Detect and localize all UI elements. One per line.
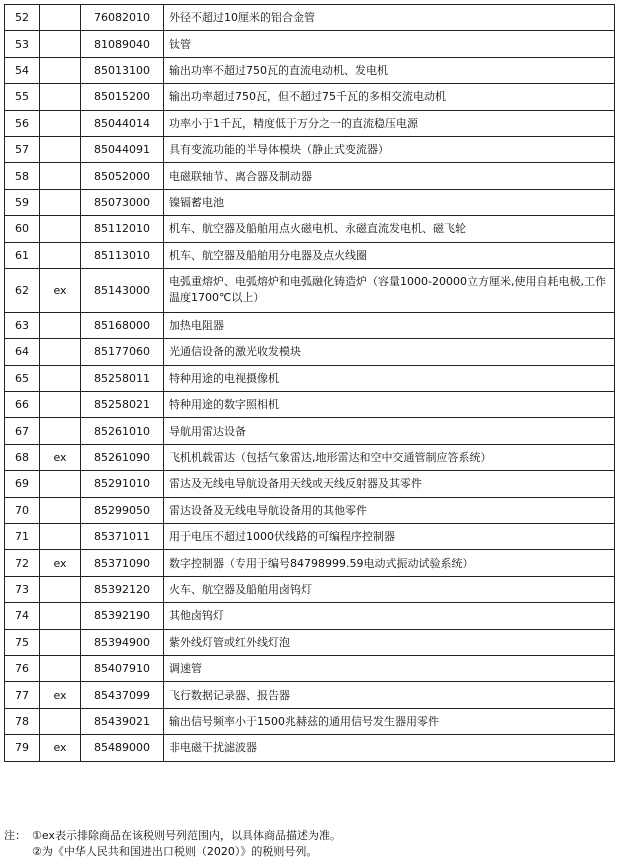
goods-description: 机车、航空器及船舶用分电器及点火线圈 <box>164 242 615 268</box>
tariff-table <box>4 4 615 762</box>
row-number: 68 <box>5 444 40 470</box>
ex-flag: ex <box>40 550 81 576</box>
ex-flag <box>40 365 81 391</box>
tariff-code: 81089040 <box>81 31 164 57</box>
row-number: 56 <box>5 110 40 136</box>
ex-flag: ex <box>40 735 81 761</box>
table-row <box>5 216 615 242</box>
table-row <box>5 57 615 83</box>
table-row <box>5 576 615 602</box>
tariff-code: 85168000 <box>81 312 164 338</box>
row-number: 77 <box>5 682 40 708</box>
ex-flag <box>40 576 81 602</box>
tariff-code: 85291010 <box>81 471 164 497</box>
tariff-code: 85437099 <box>81 682 164 708</box>
row-number: 67 <box>5 418 40 444</box>
table-row <box>5 268 615 312</box>
goods-description: 钛管 <box>164 31 615 57</box>
row-number: 59 <box>5 189 40 215</box>
row-number: 65 <box>5 365 40 391</box>
row-number: 74 <box>5 603 40 629</box>
goods-description: 雷达设备及无线电导航设备用的其他零件 <box>164 497 615 523</box>
goods-description: 电弧重熔炉、电弧熔炉和电弧融化铸造炉（容量1000-20000立方厘米,使用自耗电极,工作温度1700℃以上） <box>164 268 615 312</box>
ex-flag <box>40 471 81 497</box>
row-number: 54 <box>5 57 40 83</box>
note-line-1 <box>4 828 615 844</box>
row-number: 75 <box>5 629 40 655</box>
ex-flag: ex <box>40 444 81 470</box>
tariff-code: 85015200 <box>81 84 164 110</box>
row-number: 79 <box>5 735 40 761</box>
table-row <box>5 497 615 523</box>
row-number: 62 <box>5 268 40 312</box>
goods-description: 镍镉蓄电池 <box>164 189 615 215</box>
ex-flag <box>40 84 81 110</box>
goods-description: 机车、航空器及船舶用点火磁电机、永磁直流发电机、磁飞轮 <box>164 216 615 242</box>
tariff-table-body <box>5 5 615 762</box>
table-row <box>5 629 615 655</box>
ex-flag <box>40 524 81 550</box>
row-number: 57 <box>5 136 40 162</box>
table-row <box>5 471 615 497</box>
goods-description: 紫外线灯管或红外线灯泡 <box>164 629 615 655</box>
ex-flag <box>40 339 81 365</box>
row-number: 61 <box>5 242 40 268</box>
goods-description: 功率小于1千瓦，精度低于万分之一的直流稳压电源 <box>164 110 615 136</box>
ex-flag <box>40 163 81 189</box>
ex-flag <box>40 110 81 136</box>
goods-description: 飞行数据记录器、报告器 <box>164 682 615 708</box>
note-label: 注： <box>4 829 26 842</box>
ex-flag: ex <box>40 268 81 312</box>
tariff-code: 76082010 <box>81 5 164 31</box>
goods-description: 特种用途的电视摄像机 <box>164 365 615 391</box>
ex-flag: ex <box>40 682 81 708</box>
row-number: 78 <box>5 708 40 734</box>
tariff-code: 85371011 <box>81 524 164 550</box>
tariff-code: 85392120 <box>81 576 164 602</box>
table-row <box>5 339 615 365</box>
note-line-2 <box>4 844 615 860</box>
row-number: 72 <box>5 550 40 576</box>
ex-flag <box>40 5 81 31</box>
row-number: 73 <box>5 576 40 602</box>
table-row <box>5 603 615 629</box>
tariff-code: 85407910 <box>81 655 164 681</box>
tariff-code: 85392190 <box>81 603 164 629</box>
note-text-1: ①ex表示排除商品在该税则号列范围内，以具体商品描述为准。 <box>32 829 341 842</box>
row-number: 52 <box>5 5 40 31</box>
note-text-2: ②为《中华人民共和国进出口税则（2020）》的税则号列。 <box>32 845 318 858</box>
ex-flag <box>40 312 81 338</box>
ex-flag <box>40 31 81 57</box>
tariff-code: 85299050 <box>81 497 164 523</box>
ex-flag <box>40 242 81 268</box>
table-row <box>5 682 615 708</box>
row-number: 71 <box>5 524 40 550</box>
tariff-code: 85371090 <box>81 550 164 576</box>
table-row <box>5 31 615 57</box>
ex-flag <box>40 392 81 418</box>
table-row <box>5 84 615 110</box>
goods-description: 导航用雷达设备 <box>164 418 615 444</box>
tariff-code: 85044014 <box>81 110 164 136</box>
table-row <box>5 312 615 338</box>
ex-flag <box>40 136 81 162</box>
goods-description: 火车、航空器及船舶用卤钨灯 <box>164 576 615 602</box>
goods-description: 加热电阻器 <box>164 312 615 338</box>
ex-flag <box>40 708 81 734</box>
table-row <box>5 242 615 268</box>
row-number: 58 <box>5 163 40 189</box>
tariff-code: 85261090 <box>81 444 164 470</box>
tariff-code: 85258021 <box>81 392 164 418</box>
table-row <box>5 365 615 391</box>
goods-description: 特种用途的数字照相机 <box>164 392 615 418</box>
goods-description: 光通信设备的激光收发模块 <box>164 339 615 365</box>
row-number: 53 <box>5 31 40 57</box>
table-row <box>5 189 615 215</box>
tariff-code: 85439021 <box>81 708 164 734</box>
row-number: 63 <box>5 312 40 338</box>
tariff-code: 85261010 <box>81 418 164 444</box>
row-number: 60 <box>5 216 40 242</box>
table-row <box>5 163 615 189</box>
tariff-code: 85489000 <box>81 735 164 761</box>
table-row <box>5 444 615 470</box>
goods-description: 具有变流功能的半导体模块（静止式变流器） <box>164 136 615 162</box>
table-notes <box>4 828 615 860</box>
table-row <box>5 418 615 444</box>
tariff-code: 85143000 <box>81 268 164 312</box>
tariff-code: 85073000 <box>81 189 164 215</box>
tariff-code: 85113010 <box>81 242 164 268</box>
tariff-code: 85177060 <box>81 339 164 365</box>
ex-flag <box>40 418 81 444</box>
tariff-code: 85044091 <box>81 136 164 162</box>
table-row <box>5 655 615 681</box>
table-row <box>5 392 615 418</box>
tariff-code: 85394900 <box>81 629 164 655</box>
ex-flag <box>40 57 81 83</box>
goods-description: 其他卤钨灯 <box>164 603 615 629</box>
table-row <box>5 524 615 550</box>
table-row <box>5 110 615 136</box>
tariff-code: 85013100 <box>81 57 164 83</box>
goods-description: 输出功率超过750瓦，但不超过75千瓦的多相交流电动机 <box>164 84 615 110</box>
ex-flag <box>40 603 81 629</box>
table-row <box>5 5 615 31</box>
row-number: 64 <box>5 339 40 365</box>
tariff-code: 85052000 <box>81 163 164 189</box>
goods-description: 雷达及无线电导航设备用天线或天线反射器及其零件 <box>164 471 615 497</box>
goods-description: 飞机机载雷达（包括气象雷达,地形雷达和空中交通管制应答系统） <box>164 444 615 470</box>
goods-description: 输出功率不超过750瓦的直流电动机、发电机 <box>164 57 615 83</box>
table-row <box>5 550 615 576</box>
table-row <box>5 708 615 734</box>
row-number: 69 <box>5 471 40 497</box>
goods-description: 用于电压不超过1000伏线路的可编程序控制器 <box>164 524 615 550</box>
goods-description: 电磁联轴节、离合器及制动器 <box>164 163 615 189</box>
ex-flag <box>40 497 81 523</box>
ex-flag <box>40 216 81 242</box>
tariff-code: 85112010 <box>81 216 164 242</box>
ex-flag <box>40 629 81 655</box>
row-number: 66 <box>5 392 40 418</box>
ex-flag <box>40 655 81 681</box>
tariff-code: 85258011 <box>81 365 164 391</box>
goods-description: 调速管 <box>164 655 615 681</box>
ex-flag <box>40 189 81 215</box>
row-number: 70 <box>5 497 40 523</box>
row-number: 55 <box>5 84 40 110</box>
table-row <box>5 735 615 761</box>
table-row <box>5 136 615 162</box>
goods-description: 数字控制器（专用于编号84798999.59电动式振动试验系统） <box>164 550 615 576</box>
goods-description: 外径不超过10厘米的铝合金管 <box>164 5 615 31</box>
goods-description: 输出信号频率小于1500兆赫兹的通用信号发生器用零件 <box>164 708 615 734</box>
goods-description: 非电磁干扰滤波器 <box>164 735 615 761</box>
row-number: 76 <box>5 655 40 681</box>
tariff-table-container <box>4 4 615 762</box>
